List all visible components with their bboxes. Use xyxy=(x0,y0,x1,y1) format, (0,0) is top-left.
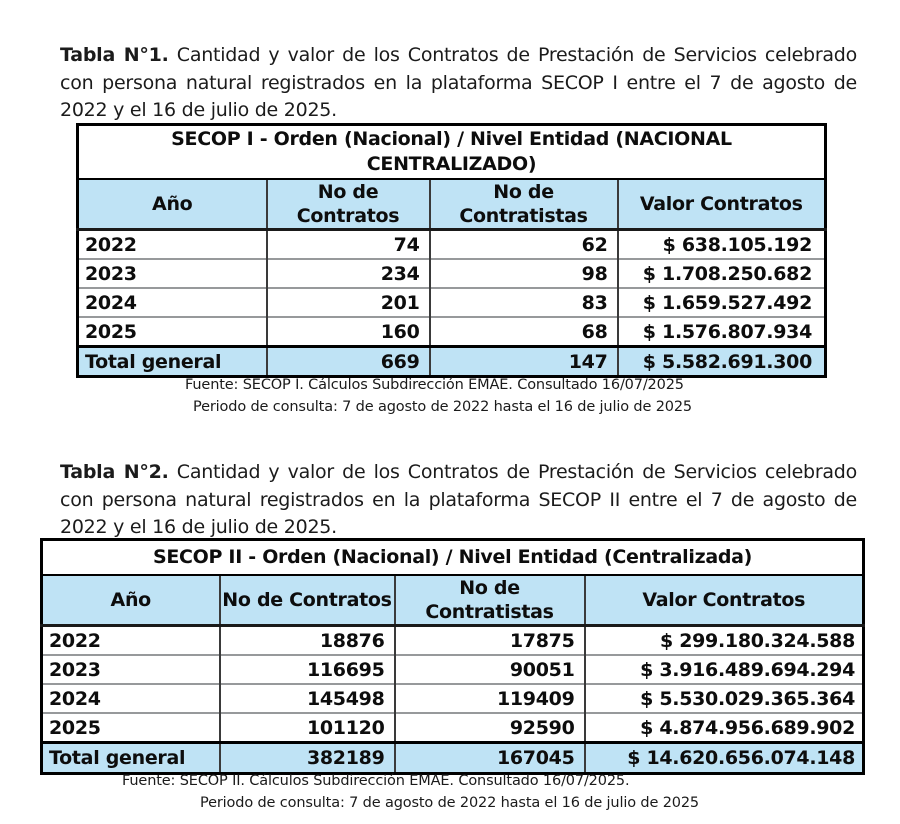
contracts-cell: 101120 xyxy=(220,713,395,743)
total-value-cell: $ 5.582.691.300 xyxy=(618,347,826,377)
contractors-cell: 62 xyxy=(430,230,618,260)
value-cell: $ 1.576.807.934 xyxy=(618,317,826,347)
contracts-cell: 116695 xyxy=(220,655,395,684)
column-header-contracts: No de Contratos xyxy=(220,575,395,626)
year-cell: 2022 xyxy=(42,626,220,656)
column-header-value: Valor Contratos xyxy=(618,179,826,230)
value-cell: $ 638.105.192 xyxy=(618,230,826,260)
year-cell: 2024 xyxy=(78,288,267,317)
contractors-cell: 119409 xyxy=(395,684,585,713)
value-cell: $ 1.708.250.682 xyxy=(618,259,826,288)
total-contractors-cell: 167045 xyxy=(395,743,585,774)
column-header-year: Año xyxy=(78,179,267,230)
contractors-cell: 98 xyxy=(430,259,618,288)
value-cell: $ 4.874.956.689.902 xyxy=(585,713,864,743)
table-row xyxy=(78,125,826,180)
value-cell: $ 299.180.324.588 xyxy=(585,626,864,656)
secop2-source-note: Fuente: SECOP II. Cálculos Subdirección EMAE. Consultado 16/07/2025. xyxy=(122,773,630,789)
secop1-table-title: SECOP I - Orden (Nacional) / Nivel Entidad (NACIONAL CENTRALIZADO) xyxy=(78,125,826,180)
value-cell: $ 3.916.489.694.294 xyxy=(585,655,864,684)
table-row xyxy=(42,684,864,713)
table2-caption-text: Cantidad y valor de los Contratos de Prestación de Servicios celebrado con persona natural registrados en la plataforma SECOP II entre el 7 de agosto de 2022 y el 16 de julio de 2025. xyxy=(60,461,857,538)
table2-caption xyxy=(60,459,857,542)
year-cell: 2025 xyxy=(78,317,267,347)
secop1-table xyxy=(76,123,827,378)
table1-caption-text: Cantidad y valor de los Contratos de Prestación de Servicios celebrado con persona natural registrados en la plataforma SECOP I entre el 7 de agosto de 2022 y el 16 de julio de 2025. xyxy=(60,44,857,121)
column-header-value: Valor Contratos xyxy=(585,575,864,626)
year-cell: 2025 xyxy=(42,713,220,743)
year-cell: 2024 xyxy=(42,684,220,713)
total-contracts-cell: 382189 xyxy=(220,743,395,774)
contracts-cell: 234 xyxy=(267,259,430,288)
table-row xyxy=(78,259,826,288)
table-row xyxy=(42,575,864,626)
secop1-source-note: Fuente: SECOP I. Cálculos Subdirección EMAE. Consultado 16/07/2025 xyxy=(185,377,684,393)
year-cell: 2023 xyxy=(42,655,220,684)
table1-caption-number: Tabla N°1. xyxy=(60,44,169,66)
total-row xyxy=(78,347,826,377)
column-header-year: Año xyxy=(42,575,220,626)
table-row xyxy=(78,288,826,317)
total-row xyxy=(42,743,864,774)
contractors-cell: 83 xyxy=(430,288,618,317)
year-cell: 2023 xyxy=(78,259,267,288)
table-row xyxy=(78,179,826,230)
table-row xyxy=(42,655,864,684)
table-row xyxy=(42,626,864,656)
table-row xyxy=(78,230,826,260)
total-value-cell: $ 14.620.656.074.148 xyxy=(585,743,864,774)
column-header-contracts: No de Contratos xyxy=(267,179,430,230)
contracts-cell: 145498 xyxy=(220,684,395,713)
table1-caption xyxy=(60,42,857,125)
contracts-cell: 74 xyxy=(267,230,430,260)
contractors-cell: 68 xyxy=(430,317,618,347)
table-row xyxy=(78,317,826,347)
contractors-cell: 17875 xyxy=(395,626,585,656)
total-label-cell: Total general xyxy=(78,347,267,377)
contracts-cell: 18876 xyxy=(220,626,395,656)
table2-caption-number: Tabla N°2. xyxy=(60,461,169,483)
secop2-table-title: SECOP II - Orden (Nacional) / Nivel Entidad (Centralizada) xyxy=(42,540,864,576)
value-cell: $ 5.530.029.365.364 xyxy=(585,684,864,713)
total-contractors-cell: 147 xyxy=(430,347,618,377)
table-row xyxy=(42,713,864,743)
contracts-cell: 160 xyxy=(267,317,430,347)
value-cell: $ 1.659.527.492 xyxy=(618,288,826,317)
contracts-cell: 201 xyxy=(267,288,430,317)
secop1-period-note: Periodo de consulta: 7 de agosto de 2022 hasta el 16 de julio de 2025 xyxy=(193,399,692,415)
column-header-contractors: No de Contratistas xyxy=(395,575,585,626)
column-header-contractors: No de Contratistas xyxy=(430,179,618,230)
total-label-cell: Total general xyxy=(42,743,220,774)
contractors-cell: 92590 xyxy=(395,713,585,743)
total-contracts-cell: 669 xyxy=(267,347,430,377)
contractors-cell: 90051 xyxy=(395,655,585,684)
secop2-period-note: Periodo de consulta: 7 de agosto de 2022 hasta el 16 de julio de 2025 xyxy=(200,795,699,811)
table-row xyxy=(42,540,864,576)
year-cell: 2022 xyxy=(78,230,267,260)
secop2-table xyxy=(40,538,865,775)
